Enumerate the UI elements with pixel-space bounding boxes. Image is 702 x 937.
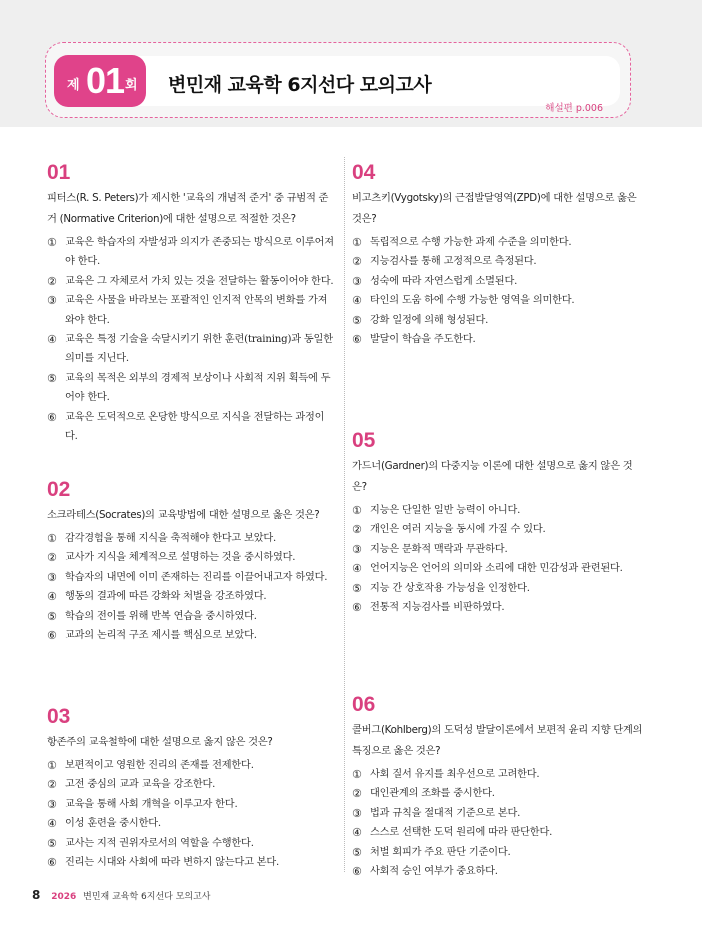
option-list — [47, 233, 334, 446]
question-number: 03 — [47, 705, 71, 728]
option-1[interactable]: ① 지능은 단일한 일반 능력이 아니다. — [352, 504, 521, 517]
option-5[interactable]: ⑤ 처벌 회피가 주요 판단 기준이다. — [352, 845, 511, 859]
option-1[interactable]: ① 보편적이고 영원한 진리의 존재를 전제한다. — [47, 759, 254, 772]
option-1[interactable]: ① 독립적으로 수행 가능한 과제 수준을 의미한다. — [352, 236, 572, 249]
round-prefix: 제 — [67, 78, 80, 93]
option-5[interactable]: ⑤ 교육의 목적은 외부의 경제적 보상이나 사회적 지위 획득에 두어야 한다. — [47, 371, 331, 404]
question-stem: 피터스(R. S. Peters)가 제시한 '교육의 개념적 준거' 중 규범적 준거 (Normative Criterion)에 대한 설명으로 적절한 것은? — [47, 192, 329, 225]
question-04 — [352, 160, 644, 349]
question-06 — [352, 692, 644, 881]
option-4[interactable]: ④ 이성 훈련을 중시한다. — [47, 817, 161, 831]
question-stem: 소크라테스(Socrates)의 교육방법에 대한 설명으로 옳은 것은? — [47, 509, 320, 521]
option-list — [47, 756, 334, 872]
option-5[interactable]: ⑤ 교사는 지적 권위자로서의 역할을 수행한다. — [47, 836, 254, 850]
exam-title: 변민재 교육학 6지선다 모의고사 — [168, 74, 432, 96]
option-6[interactable]: ⑥ 교육은 도덕적으로 온당한 방식으로 지식을 전달하는 과정이다. — [47, 410, 325, 443]
footer-year: 2026 — [51, 892, 77, 902]
option-4[interactable]: ④ 언어지능은 언어의 의미와 소리에 대한 민감성과 관련된다. — [352, 562, 623, 576]
question-number: 05 — [352, 429, 376, 452]
footer-book-title: 변민재 교육학 6지선다 모의고사 — [83, 892, 211, 902]
option-3[interactable]: ③ 교육은 사물을 바라보는 포괄적인 인지적 안목의 변화를 가져와야 한다. — [47, 294, 328, 326]
question-03 — [47, 704, 334, 872]
option-6[interactable]: ⑥ 진리는 시대와 사회에 따라 변하지 않는다고 본다. — [47, 856, 280, 870]
question-01 — [47, 160, 334, 446]
option-4[interactable]: ④ 타인의 도움 하에 수행 가능한 영역을 의미한다. — [352, 294, 575, 308]
page-footer — [32, 888, 211, 902]
option-1[interactable]: ① 사회 질서 유지를 최우선으로 고려한다. — [352, 768, 540, 781]
option-list — [352, 765, 644, 881]
round-badge — [54, 55, 146, 107]
option-4[interactable]: ④ 교육은 특정 기술을 숙달시키기 위한 훈련(training)과 동일한 의미를 지닌다. — [47, 333, 333, 365]
question-number: 02 — [47, 478, 71, 501]
option-3[interactable]: ③ 법과 규칙을 절대적 기준으로 본다. — [352, 806, 521, 820]
option-6[interactable]: ⑥ 전통적 지능검사를 비판하였다. — [352, 601, 505, 615]
option-4[interactable]: ④ 행동의 결과에 따른 강화와 처벌을 강조하였다. — [47, 590, 267, 604]
question-stem: 콜버그(Kohlberg)의 도덕성 발달이론에서 보편적 윤리 지향 단계의 특징으로 옳은 것은? — [352, 724, 643, 757]
question-number: 04 — [352, 161, 376, 184]
question-number: 01 — [47, 161, 71, 184]
option-2[interactable]: ② 지능검사를 통해 고정적으로 측정된다. — [352, 255, 537, 269]
option-list — [352, 501, 644, 617]
option-6[interactable]: ⑥ 발달이 학습을 주도한다. — [352, 333, 476, 347]
option-2[interactable]: ② 대인관계의 조화를 중시한다. — [352, 787, 495, 801]
option-2[interactable]: ② 고전 중심의 교과 교육을 강조한다. — [47, 778, 216, 792]
question-05 — [352, 428, 644, 617]
option-list — [352, 233, 644, 349]
answer-reference: 해설편 p.006 — [545, 103, 603, 114]
option-6[interactable]: ⑥ 사회적 승인 여부가 중요하다. — [352, 865, 498, 879]
page-number: 8 — [32, 888, 41, 902]
option-5[interactable]: ⑤ 지능 간 상호작용 가능성을 인정한다. — [352, 581, 530, 595]
option-2[interactable]: ② 개인은 여러 지능을 동시에 가질 수 있다. — [352, 523, 546, 537]
option-list — [47, 529, 334, 645]
option-3[interactable]: ③ 교육을 통해 사회 개혁을 이루고자 한다. — [47, 797, 238, 811]
question-stem: 가드너(Gardner)의 다중지능 이론에 대한 설명으로 옳지 않은 것은? — [352, 460, 633, 493]
option-1[interactable]: ① 감각경험을 통해 지식을 축적해야 한다고 보았다. — [47, 532, 277, 545]
question-stem: 항존주의 교육철학에 대한 설명으로 옳지 않은 것은? — [47, 736, 273, 748]
question-stem: 비고츠키(Vygotsky)의 근접발달영역(ZPD)에 대한 설명으로 옳은 것은? — [352, 192, 637, 225]
option-1[interactable]: ① 교육은 학습자의 자발성과 의지가 존중되는 방식으로 이루어져야 한다. — [47, 236, 334, 268]
option-5[interactable]: ⑤ 강화 일정에 의해 형성된다. — [352, 313, 489, 327]
option-2[interactable]: ② 교사가 지식을 체계적으로 설명하는 것을 중시하였다. — [47, 551, 296, 565]
option-3[interactable]: ③ 학습자의 내면에 이미 존재하는 진리를 이끌어내고자 하였다. — [47, 570, 328, 584]
option-4[interactable]: ④ 스스로 선택한 도덕 원리에 따라 판단한다. — [352, 826, 553, 840]
option-3[interactable]: ③ 지능은 문화적 맥락과 무관하다. — [352, 542, 508, 556]
option-2[interactable]: ② 교육은 그 자체로서 가치 있는 것을 전달하는 활동이어야 한다. — [47, 274, 334, 288]
round-suffix: 회 — [125, 78, 138, 93]
column-divider — [344, 157, 345, 872]
question-02 — [47, 477, 334, 645]
question-number: 06 — [352, 693, 376, 716]
round-number: 01 — [86, 60, 125, 101]
option-5[interactable]: ⑤ 학습의 전이를 위해 반복 연습을 중시하였다. — [47, 609, 257, 623]
option-3[interactable]: ③ 성숙에 따라 자연스럽게 소멸된다. — [352, 274, 518, 288]
option-6[interactable]: ⑥ 교과의 논리적 구조 제시를 핵심으로 보았다. — [47, 629, 257, 643]
